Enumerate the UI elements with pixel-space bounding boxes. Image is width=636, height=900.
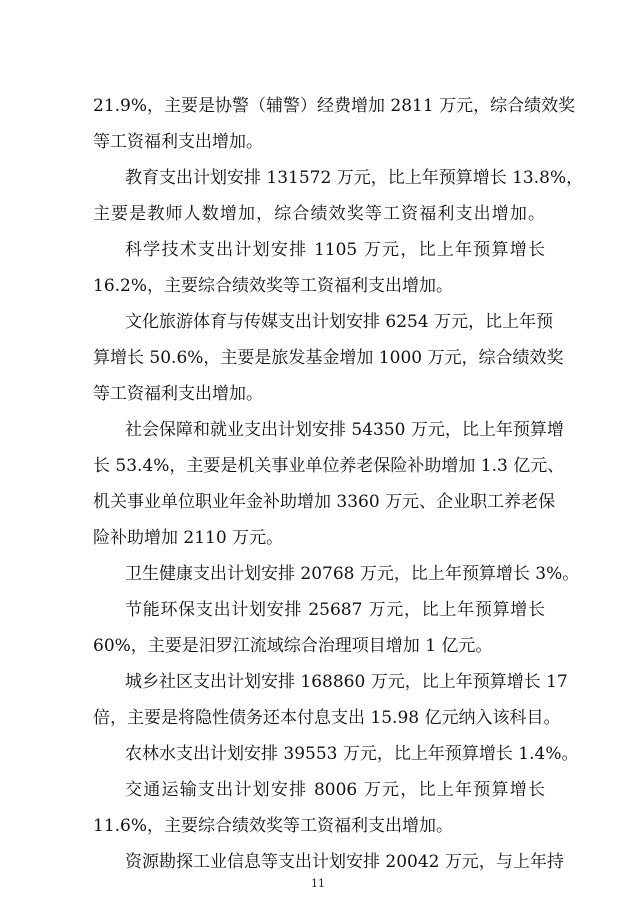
- text-line: 险补助增加 2110 万元。: [93, 528, 284, 548]
- text-line: 科学技术支出计划安排 1105 万元，比上年预算增长: [125, 240, 545, 260]
- text-line: 卫生健康支出计划安排 20768 万元，比上年预算增长 3%。: [125, 564, 580, 584]
- text-line: 机关事业单位职业年金补助增加 3360 万元、企业职工养老保: [93, 492, 556, 512]
- text-line: 交通运输支出计划安排 8006 万元，比上年预算增长: [125, 780, 545, 800]
- text-line: 城乡社区支出计划安排 168860 万元，比上年预算增长 17: [125, 672, 568, 692]
- page-number: 11: [311, 877, 325, 890]
- text-line: 节能环保支出计划安排 25687 万元，比上年预算增长: [125, 600, 545, 620]
- text-line: 文化旅游体育与传媒支出计划安排 6254 万元，比上年预: [125, 312, 554, 332]
- text-line: 倍，主要是将隐性债务还本付息支出 15.98 亿元纳入该科目。: [93, 708, 561, 728]
- text-line: 农林水支出计划安排 39553 万元，比上年预算增长 1.4%。: [125, 744, 579, 764]
- text-line: 21.9%，主要是协警（辅警）经费增加 2811 万元，综合绩效奖: [93, 96, 576, 116]
- text-line: 教育支出计划安排 131572 万元，比上年预算增长 13.8%，: [125, 168, 584, 188]
- text-line: 长 53.4%，主要是机关事业单位养老保险补助增加 1.3 亿元、: [93, 456, 565, 476]
- text-line: 等工资福利支出增加。: [93, 384, 263, 404]
- text-line: 主要是教师人数增加，综合绩效奖等工资福利支出增加。: [93, 204, 545, 224]
- text-line: 社会保障和就业支出计划安排 54350 万元，比上年预算增: [125, 420, 564, 440]
- text-line: 资源勘探工业信息等支出计划安排 20042 万元，与上年持: [125, 852, 564, 872]
- text-line: 算增长 50.6%，主要是旅发基金增加 1000 万元，综合绩效奖: [93, 348, 564, 368]
- text-line: 等工资福利支出增加。: [93, 132, 263, 152]
- text-line: 60%，主要是汨罗江流域综合治理项目增加 1 亿元。: [93, 636, 493, 656]
- text-line: 16.2%，主要综合绩效奖等工资福利支出增加。: [93, 276, 454, 296]
- text-line: 11.6%，主要综合绩效奖等工资福利支出增加。: [93, 816, 454, 836]
